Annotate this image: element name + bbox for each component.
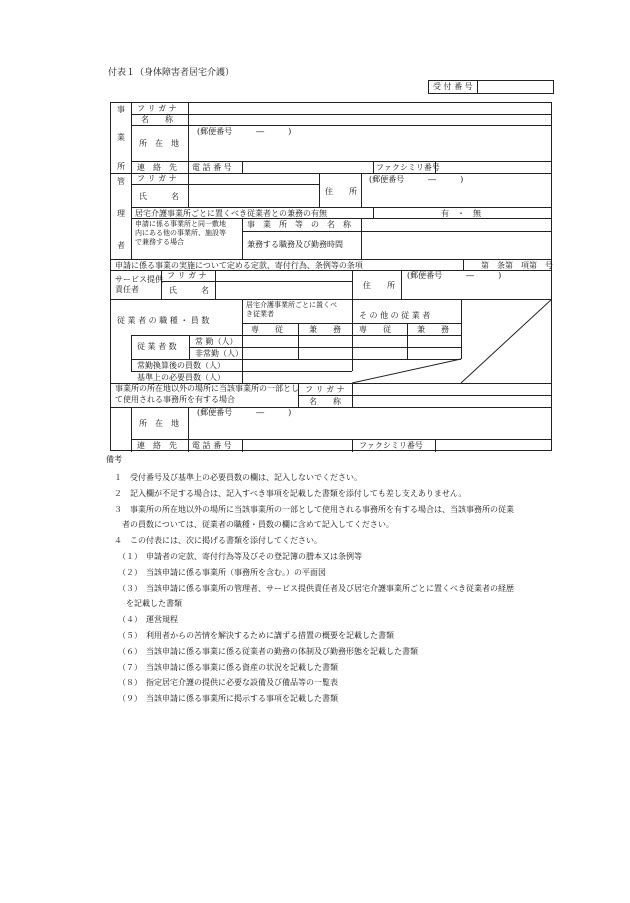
remote-furigana-label: フ リ ガ ナ (305, 385, 345, 394)
staff-count-label: 従 業 者 数 (137, 342, 177, 351)
remote-contact-label: 連 絡 先 (137, 441, 177, 450)
manager-label-1: 管 (117, 177, 125, 186)
service-resp-label-2: 責任者 (115, 285, 139, 294)
note-item: （９） 当該申請に係る事業所に掲示する事項を記載した書類 (118, 694, 338, 703)
service-name-field[interactable] (215, 281, 352, 299)
note-item: （７） 当該申請に係る事業に係る資産の状況を記載した書類 (118, 663, 338, 672)
service-postal-code: (郵便番号 ― ) (407, 271, 502, 280)
remote-name-field[interactable] (353, 395, 552, 407)
application-form-table (110, 102, 552, 451)
note-item: （３） 当該申請に係る事業所の管理者、サービス提供責任者及び居宅介護事業所ごとに置くべき従業者の経歴 (118, 584, 514, 593)
rules-line-label: 申請に係る事業の実施について定める定款、寄付行為、条例等の条項 (115, 261, 363, 270)
staff-col1-line2: き従業者 (246, 310, 274, 318)
col1-full-time: 専 従 (251, 325, 283, 334)
remote-postal-code: (郵便番号 ― ) (197, 408, 292, 417)
note-item: ２ 記入欄が不足する場合は、記入すべき事項を記載した書類を添付しても差し支えありません。 (114, 489, 467, 498)
note-item: （１） 申請者の定款、寄付行為等及びその登記簿の謄本又は条例等 (118, 552, 362, 561)
office-furigana-label: フ リ ガ ナ (137, 104, 177, 113)
service-address-field[interactable] (402, 281, 552, 299)
fte-label: 常勤換算後の員数（人） (137, 361, 225, 370)
other-office-name-field[interactable] (361, 218, 552, 231)
note-item: を記載した書類 (118, 599, 182, 608)
remote-fax-field[interactable] (436, 439, 552, 452)
remote-phone-field[interactable] (243, 439, 352, 452)
manager-address-field[interactable] (362, 185, 552, 207)
office-fax-label: ファクシミリ番号 (376, 163, 440, 172)
other-duty-field[interactable] (361, 231, 552, 259)
col1-part-time: 兼 務 (309, 325, 341, 334)
manager-label-2: 理 (117, 209, 125, 218)
office-address-field[interactable] (189, 137, 552, 161)
other-office-note-1: 申請に係る事業所と同一敷地 (135, 220, 226, 228)
service-address-label: 住 所 (363, 281, 395, 290)
receipt-number-field[interactable] (478, 81, 553, 93)
remote-note-1: 事業所の所在地以外の場所に当該事業所の一部とし (115, 384, 299, 393)
note-item: （５） 利用者からの苦情を解決するために講ずる措置の概要を記載した書類 (118, 631, 394, 640)
staff-type-label: 従 業 者 の 職 種 ・ 員 数 (117, 316, 210, 325)
receipt-label: 受 付 番 号 (433, 82, 473, 91)
remote-fax-label: ファクシミリ番号 (359, 441, 423, 450)
receipt-number-box (428, 80, 554, 94)
office-label-3: 所 (117, 162, 125, 171)
remote-furigana-field[interactable] (353, 383, 552, 395)
remote-name-label: 名 称 (309, 397, 341, 406)
office-label-1: 事 (117, 105, 125, 114)
notes-heading: 備考 (106, 455, 122, 464)
manager-furigana-field[interactable] (189, 173, 319, 184)
article-number[interactable]: 第 条第 項第 号 (481, 261, 553, 270)
manager-address-label: 住 所 (325, 187, 357, 196)
other-office-note-3: で兼務する場合 (135, 238, 184, 246)
remote-note-2: て使用される事務所を有する場合 (115, 395, 235, 404)
note-item: （４） 運営規程 (118, 615, 178, 624)
staff-col2-label: そ の 他 の 従 業 者 (359, 311, 431, 320)
manager-label-3: 者 (117, 241, 125, 250)
office-phone-label: 電 話 番 号 (192, 163, 232, 172)
remote-location-label: 所 在 地 (139, 419, 179, 428)
concurrent-question: 居宅介護事業所ごとに置くべき従業者との兼務の有無 (135, 209, 327, 218)
other-office-name-label: 事 業 所 等 の 名 称 (247, 220, 351, 229)
concurrent-yes-no[interactable]: 有 ・ 無 (441, 209, 481, 218)
manager-furigana-label: フ リ ガ ナ (137, 174, 177, 183)
other-office-note-2: 内にある他の事業所、施設等 (135, 229, 226, 237)
note-item: （８） 指定居宅介護の提供に必要な設備及び備品等の一覧表 (118, 678, 338, 687)
remote-phone-label: 電 話 番 号 (192, 441, 232, 450)
office-postal-code: (郵便番号 ― ) (197, 127, 292, 136)
office-location-label: 所 在 地 (139, 139, 179, 148)
note-item: 者の員数については、従業者の職種・員数の欄に含めて記入してください。 (114, 520, 394, 529)
staff-count-fields[interactable] (243, 336, 461, 371)
manager-name-field[interactable] (189, 184, 319, 207)
manager-postal-code: (郵便番号 ― ) (369, 175, 464, 184)
service-resp-label-1: サービス提供 (115, 275, 163, 284)
office-name-label: 名 称 (141, 115, 173, 124)
note-item: １ 受付番号及び基準上の必要員数の欄は、記入しないでください。 (114, 473, 362, 482)
remote-address-field[interactable] (189, 418, 552, 439)
manager-name-label: 氏 名 (139, 192, 179, 201)
form-title: 付表１（身体障害者居宅介護） (108, 68, 235, 78)
note-item: （２） 当該申請に係る事業所（事務所を含む。）の平面図 (118, 568, 326, 577)
office-phone-field[interactable] (243, 161, 373, 173)
col2-full-time: 専 従 (359, 325, 391, 334)
office-contact-label: 連 絡 先 (137, 163, 177, 172)
office-fax-field[interactable] (436, 161, 552, 173)
office-furigana-field[interactable] (189, 103, 552, 114)
standard-label: 基準上の必要員数（人） (137, 373, 225, 382)
office-name-field[interactable] (189, 114, 552, 125)
note-item: （６） 当該申請に係る事業に係る従業者の勤務の体制及び勤務形態を記載した書類 (118, 647, 418, 656)
office-label-2: 業 (117, 133, 125, 142)
nonregular-label: 非常勤（人） (195, 349, 243, 358)
service-name-label: 氏 名 (169, 286, 209, 295)
service-furigana-field[interactable] (215, 270, 352, 281)
service-furigana-label: フ リ ガ ナ (167, 271, 207, 280)
regular-label: 常 勤（人） (195, 337, 238, 346)
note-item: ３ 事業所の所在地以外の場所に当該事業所の一部として使用される事務所を有する場合は、当該事務所の従業 (114, 505, 514, 514)
col2-part-time: 兼 務 (417, 325, 449, 334)
staff-col1-line1: 居宅介護事業所ごとに置くべ (246, 301, 337, 309)
note-item: ４ この付表には、次に掲げる書類を添付してください。 (114, 536, 322, 545)
other-duty-label: 兼務する職務及び勤務時間 (247, 240, 343, 249)
